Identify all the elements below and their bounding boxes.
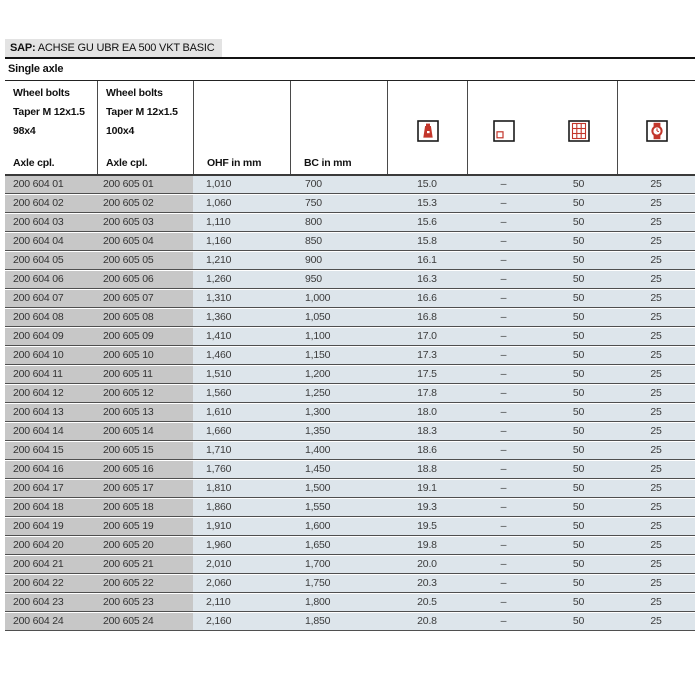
cell-ohf-mm: 1,510 [193, 366, 290, 383]
cell-weight-kg: 16.8 [387, 309, 467, 326]
cell-weight-kg: 15.8 [387, 233, 467, 250]
weight-kg-icon [417, 114, 439, 142]
cell-axle-cpl-100x4: 200 605 13 [97, 404, 193, 421]
table-row [5, 613, 695, 631]
cell-axle-cpl-98x4: 200 604 12 [5, 385, 97, 402]
cell-axle-cpl-98x4: 200 604 09 [5, 328, 97, 345]
cell-lead-time: 25 [617, 385, 695, 402]
header-line: Taper M 12x1.5 [106, 106, 178, 118]
cell-pallet-qty: 50 [540, 594, 617, 611]
cell-lead-time: 25 [617, 613, 695, 630]
cell-axle-cpl-98x4: 200 604 24 [5, 613, 97, 630]
cell-ohf-mm: 2,110 [193, 594, 290, 611]
cell-bc-mm: 1,050 [290, 309, 387, 326]
cell-lead-time: 25 [617, 499, 695, 516]
table-row [5, 176, 695, 194]
header-bc [290, 81, 387, 174]
cell-lead-time: 25 [617, 347, 695, 364]
cell-weight-kg: 15.3 [387, 195, 467, 212]
cell-ohf-mm: 1,910 [193, 518, 290, 535]
cell-bc-mm: 1,450 [290, 461, 387, 478]
cell-packaging-unit: – [467, 195, 540, 212]
cell-axle-cpl-100x4: 200 605 11 [97, 366, 193, 383]
header-line: 100x4 [106, 125, 135, 137]
cell-packaging-unit: – [467, 537, 540, 554]
cell-ohf-mm: 1,660 [193, 423, 290, 440]
cell-ohf-mm: 1,110 [193, 214, 290, 231]
cell-lead-time: 25 [617, 290, 695, 307]
cell-axle-cpl-98x4: 200 604 14 [5, 423, 97, 440]
cell-pallet-qty: 50 [540, 461, 617, 478]
cell-ohf-mm: 1,760 [193, 461, 290, 478]
cell-packaging-unit: – [467, 328, 540, 345]
table-row [5, 537, 695, 555]
cell-bc-mm: 1,250 [290, 385, 387, 402]
cell-weight-kg: 19.8 [387, 537, 467, 554]
table-row [5, 594, 695, 612]
cell-bc-mm: 1,750 [290, 575, 387, 592]
cell-packaging-unit: – [467, 575, 540, 592]
table-row [5, 214, 695, 232]
cell-ohf-mm: 2,160 [193, 613, 290, 630]
cell-packaging-unit: – [467, 594, 540, 611]
cell-axle-cpl-98x4: 200 604 05 [5, 252, 97, 269]
cell-axle-cpl-100x4: 200 605 22 [97, 575, 193, 592]
table-row [5, 499, 695, 517]
cell-lead-time: 25 [617, 575, 695, 592]
cell-packaging-unit: – [467, 252, 540, 269]
table-row [5, 233, 695, 251]
cell-bc-mm: 1,850 [290, 613, 387, 630]
cell-axle-cpl-100x4: 200 605 04 [97, 233, 193, 250]
cell-axle-cpl-98x4: 200 604 23 [5, 594, 97, 611]
cell-axle-cpl-98x4: 200 604 08 [5, 309, 97, 326]
cell-packaging-unit: – [467, 347, 540, 364]
cell-pallet-qty: 50 [540, 423, 617, 440]
table-row [5, 347, 695, 365]
cell-ohf-mm: 1,810 [193, 480, 290, 497]
header-axle-98x4 [5, 81, 97, 174]
table-row [5, 309, 695, 327]
cell-axle-cpl-100x4: 200 605 05 [97, 252, 193, 269]
cell-lead-time: 25 [617, 176, 695, 193]
cell-pallet-qty: 50 [540, 385, 617, 402]
cell-bc-mm: 1,500 [290, 480, 387, 497]
cell-axle-cpl-98x4: 200 604 17 [5, 480, 97, 497]
cell-lead-time: 25 [617, 537, 695, 554]
cell-lead-time: 25 [617, 423, 695, 440]
cell-axle-cpl-100x4: 200 605 20 [97, 537, 193, 554]
cell-pallet-qty: 50 [540, 366, 617, 383]
cell-ohf-mm: 1,960 [193, 537, 290, 554]
header-leadtime-column [617, 81, 695, 174]
cell-packaging-unit: – [467, 613, 540, 630]
sap-header-bar [5, 39, 222, 57]
cell-weight-kg: 20.8 [387, 613, 467, 630]
cell-pallet-qty: 50 [540, 290, 617, 307]
cell-bc-mm: 1,150 [290, 347, 387, 364]
cell-bc-mm: 850 [290, 233, 387, 250]
cell-weight-kg: 16.6 [387, 290, 467, 307]
cell-packaging-unit: – [467, 423, 540, 440]
cell-lead-time: 25 [617, 594, 695, 611]
cell-ohf-mm: 1,560 [193, 385, 290, 402]
cell-packaging-unit: – [467, 404, 540, 421]
table-row [5, 328, 695, 346]
cell-packaging-unit: – [467, 461, 540, 478]
cell-bc-mm: 900 [290, 252, 387, 269]
cell-weight-kg: 17.5 [387, 366, 467, 383]
header-axle-100x4 [97, 81, 193, 174]
header-axle-cpl-label: Axle cpl. [106, 157, 148, 169]
cell-bc-mm: 800 [290, 214, 387, 231]
cell-axle-cpl-100x4: 200 605 10 [97, 347, 193, 364]
cell-axle-cpl-100x4: 200 605 16 [97, 461, 193, 478]
cell-weight-kg: 17.0 [387, 328, 467, 345]
cell-axle-cpl-98x4: 200 604 15 [5, 442, 97, 459]
cell-weight-kg: 16.3 [387, 271, 467, 288]
header-weight-column [387, 81, 467, 174]
cell-ohf-mm: 1,410 [193, 328, 290, 345]
cell-pallet-qty: 50 [540, 442, 617, 459]
cell-packaging-unit: – [467, 214, 540, 231]
cell-axle-cpl-100x4: 200 605 07 [97, 290, 193, 307]
cell-packaging-unit: – [467, 499, 540, 516]
cell-lead-time: 25 [617, 271, 695, 288]
cell-axle-cpl-98x4: 200 604 04 [5, 233, 97, 250]
cell-bc-mm: 1,100 [290, 328, 387, 345]
cell-lead-time: 25 [617, 442, 695, 459]
cell-pallet-qty: 50 [540, 214, 617, 231]
cell-bc-mm: 700 [290, 176, 387, 193]
cell-packaging-unit: – [467, 480, 540, 497]
cell-lead-time: 25 [617, 309, 695, 326]
cell-axle-cpl-100x4: 200 605 01 [97, 176, 193, 193]
table-row [5, 575, 695, 593]
cell-axle-cpl-100x4: 200 605 09 [97, 328, 193, 345]
cell-lead-time: 25 [617, 480, 695, 497]
table-row [5, 461, 695, 479]
cell-lead-time: 25 [617, 404, 695, 421]
cell-bc-mm: 1,300 [290, 404, 387, 421]
cell-pallet-qty: 50 [540, 499, 617, 516]
cell-pallet-qty: 50 [540, 613, 617, 630]
cell-weight-kg: 19.3 [387, 499, 467, 516]
cell-packaging-unit: – [467, 176, 540, 193]
cell-weight-kg: 16.1 [387, 252, 467, 269]
cell-bc-mm: 1,200 [290, 366, 387, 383]
cell-weight-kg: 18.8 [387, 461, 467, 478]
table-body [5, 176, 695, 631]
cell-lead-time: 25 [617, 518, 695, 535]
cell-axle-cpl-98x4: 200 604 13 [5, 404, 97, 421]
header-line: Taper M 12x1.5 [13, 106, 85, 118]
cell-weight-kg: 18.6 [387, 442, 467, 459]
cell-axle-cpl-98x4: 200 604 21 [5, 556, 97, 573]
table-header-row [5, 81, 695, 176]
cell-axle-cpl-98x4: 200 604 19 [5, 518, 97, 535]
table-row [5, 385, 695, 403]
cell-pallet-qty: 50 [540, 518, 617, 535]
cell-axle-cpl-100x4: 200 605 06 [97, 271, 193, 288]
cell-pallet-qty: 50 [540, 328, 617, 345]
cell-pallet-qty: 50 [540, 480, 617, 497]
cell-weight-kg: 15.6 [387, 214, 467, 231]
table-row [5, 480, 695, 498]
cell-ohf-mm: 1,010 [193, 176, 290, 193]
cell-ohf-mm: 1,860 [193, 499, 290, 516]
cell-bc-mm: 1,600 [290, 518, 387, 535]
cell-axle-cpl-100x4: 200 605 14 [97, 423, 193, 440]
delivery-time-watch-icon [646, 114, 668, 142]
cell-lead-time: 25 [617, 252, 695, 269]
cell-ohf-mm: 1,060 [193, 195, 290, 212]
cell-weight-kg: 18.3 [387, 423, 467, 440]
cell-ohf-mm: 2,010 [193, 556, 290, 573]
cell-ohf-mm: 1,710 [193, 442, 290, 459]
cell-bc-mm: 1,650 [290, 537, 387, 554]
header-bc-label: BC in mm [304, 157, 352, 169]
cell-axle-cpl-100x4: 200 605 15 [97, 442, 193, 459]
cell-pallet-qty: 50 [540, 404, 617, 421]
cell-pallet-qty: 50 [540, 252, 617, 269]
cell-weight-kg: 17.3 [387, 347, 467, 364]
cell-lead-time: 25 [617, 195, 695, 212]
cell-packaging-unit: – [467, 442, 540, 459]
header-line: 98x4 [13, 125, 36, 137]
sap-label: SAP: [10, 42, 36, 54]
cell-lead-time: 25 [617, 461, 695, 478]
cell-axle-cpl-98x4: 200 604 06 [5, 271, 97, 288]
cell-packaging-unit: – [467, 309, 540, 326]
cell-axle-cpl-98x4: 200 604 22 [5, 575, 97, 592]
cell-axle-cpl-100x4: 200 605 03 [97, 214, 193, 231]
header-axle-cpl-label: Axle cpl. [13, 157, 55, 169]
cell-bc-mm: 1,800 [290, 594, 387, 611]
header-ohf-label: OHF in mm [207, 157, 262, 169]
cell-pallet-qty: 50 [540, 233, 617, 250]
cell-ohf-mm: 1,260 [193, 271, 290, 288]
cell-weight-kg: 20.3 [387, 575, 467, 592]
cell-axle-cpl-98x4: 200 604 18 [5, 499, 97, 516]
table-row [5, 556, 695, 574]
cell-bc-mm: 1,400 [290, 442, 387, 459]
table-row [5, 290, 695, 308]
table-row [5, 195, 695, 213]
cell-weight-kg: 15.0 [387, 176, 467, 193]
cell-pallet-qty: 50 [540, 176, 617, 193]
cell-pallet-qty: 50 [540, 575, 617, 592]
cell-axle-cpl-98x4: 200 604 01 [5, 176, 97, 193]
cell-lead-time: 25 [617, 366, 695, 383]
header-pallet-column [540, 81, 617, 174]
cell-packaging-unit: – [467, 518, 540, 535]
cell-ohf-mm: 1,360 [193, 309, 290, 326]
cell-weight-kg: 18.0 [387, 404, 467, 421]
cell-axle-cpl-98x4: 200 604 07 [5, 290, 97, 307]
cell-axle-cpl-98x4: 200 604 03 [5, 214, 97, 231]
cell-packaging-unit: – [467, 556, 540, 573]
cell-ohf-mm: 1,610 [193, 404, 290, 421]
cell-axle-cpl-100x4: 200 605 21 [97, 556, 193, 573]
cell-bc-mm: 1,350 [290, 423, 387, 440]
cell-bc-mm: 1,550 [290, 499, 387, 516]
cell-axle-cpl-100x4: 200 605 12 [97, 385, 193, 402]
pallet-grid-icon [568, 114, 590, 142]
cell-lead-time: 25 [617, 233, 695, 250]
cell-weight-kg: 20.0 [387, 556, 467, 573]
cell-lead-time: 25 [617, 328, 695, 345]
table-row [5, 404, 695, 422]
cell-packaging-unit: – [467, 366, 540, 383]
header-line: Wheel bolts [106, 87, 163, 99]
cell-bc-mm: 950 [290, 271, 387, 288]
cell-weight-kg: 20.5 [387, 594, 467, 611]
cell-ohf-mm: 1,310 [193, 290, 290, 307]
cell-bc-mm: 750 [290, 195, 387, 212]
cell-ohf-mm: 1,210 [193, 252, 290, 269]
cell-axle-cpl-98x4: 200 604 10 [5, 347, 97, 364]
table-row [5, 252, 695, 270]
cell-pallet-qty: 50 [540, 309, 617, 326]
cell-lead-time: 25 [617, 214, 695, 231]
cell-axle-cpl-100x4: 200 605 02 [97, 195, 193, 212]
cell-packaging-unit: – [467, 271, 540, 288]
page-content [5, 39, 695, 632]
cell-axle-cpl-100x4: 200 605 19 [97, 518, 193, 535]
header-packaging-column [467, 81, 540, 174]
table-row [5, 423, 695, 441]
table-row [5, 442, 695, 460]
cell-ohf-mm: 1,460 [193, 347, 290, 364]
header-line: Wheel bolts [13, 87, 70, 99]
cell-pallet-qty: 50 [540, 347, 617, 364]
cell-packaging-unit: – [467, 290, 540, 307]
cell-lead-time: 25 [617, 556, 695, 573]
cell-axle-cpl-100x4: 200 605 18 [97, 499, 193, 516]
cell-ohf-mm: 1,160 [193, 233, 290, 250]
table-row [5, 366, 695, 384]
cell-packaging-unit: – [467, 385, 540, 402]
cell-axle-cpl-98x4: 200 604 11 [5, 366, 97, 383]
cell-weight-kg: 19.5 [387, 518, 467, 535]
cell-axle-cpl-100x4: 200 605 17 [97, 480, 193, 497]
cell-bc-mm: 1,700 [290, 556, 387, 573]
cell-ohf-mm: 2,060 [193, 575, 290, 592]
cell-pallet-qty: 50 [540, 556, 617, 573]
cell-axle-cpl-98x4: 200 604 16 [5, 461, 97, 478]
packaging-unit-icon [493, 114, 515, 142]
header-ohf [193, 81, 290, 174]
cell-weight-kg: 19.1 [387, 480, 467, 497]
table-row [5, 518, 695, 536]
cell-axle-cpl-100x4: 200 605 08 [97, 309, 193, 326]
cell-axle-cpl-100x4: 200 605 23 [97, 594, 193, 611]
table-row [5, 271, 695, 289]
cell-packaging-unit: – [467, 233, 540, 250]
cell-axle-cpl-100x4: 200 605 24 [97, 613, 193, 630]
cell-weight-kg: 17.8 [387, 385, 467, 402]
cell-axle-cpl-98x4: 200 604 02 [5, 195, 97, 212]
cell-pallet-qty: 50 [540, 271, 617, 288]
cell-axle-cpl-98x4: 200 604 20 [5, 537, 97, 554]
sap-product-name: ACHSE GU UBR EA 500 VKT BASIC [35, 42, 215, 54]
section-title: Single axle [8, 63, 64, 75]
cell-bc-mm: 1,000 [290, 290, 387, 307]
cell-pallet-qty: 50 [540, 537, 617, 554]
cell-pallet-qty: 50 [540, 195, 617, 212]
